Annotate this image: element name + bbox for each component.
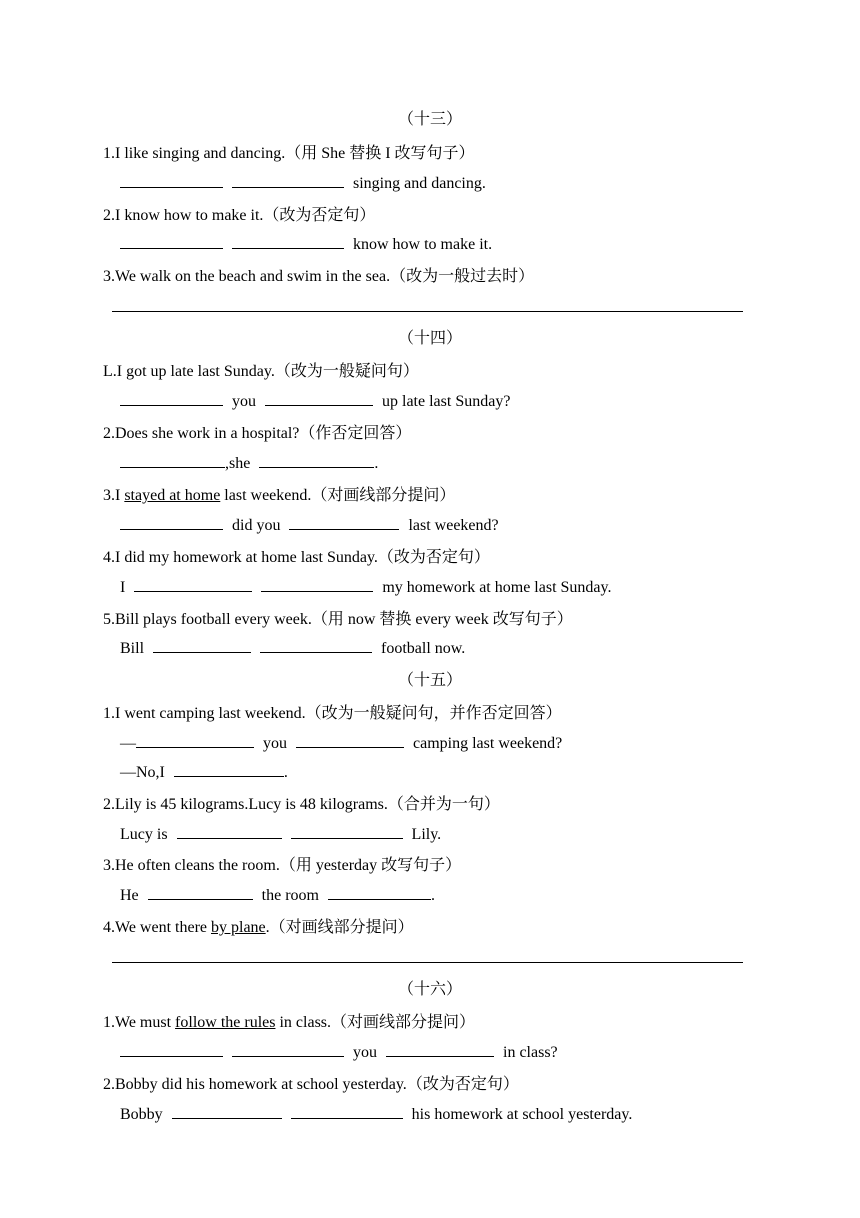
answer-mid: did you [232, 517, 281, 534]
question-text: 2.Bobby did his homework at school yesterday. [103, 1076, 407, 1093]
section-14-heading: （十四） [397, 330, 462, 347]
question-text: 3.He often cleans the room. [103, 857, 280, 874]
answer-tail: his homework at school yesterday. [411, 1106, 633, 1123]
answer-lead: I [120, 579, 126, 596]
s14-q1 [103, 358, 419, 381]
answer-blank[interactable] [265, 390, 373, 406]
answer-blank[interactable] [120, 1041, 223, 1057]
question-text-post: . [265, 919, 270, 936]
s14-q5 [103, 606, 573, 629]
answer-tail: singing and dancing. [353, 175, 486, 192]
answer-tail: in class? [503, 1044, 558, 1061]
s13-q1-answer-line [120, 172, 486, 193]
question-text-post: in class. [275, 1014, 332, 1031]
answer-blank[interactable] [134, 576, 252, 592]
answer-blank[interactable] [289, 514, 399, 530]
answer-blank[interactable] [386, 1041, 494, 1057]
s14-q3 [103, 482, 455, 505]
s16-q1-answer-line [120, 1041, 558, 1062]
answer-blank[interactable] [120, 514, 223, 530]
s16-q1 [103, 1009, 475, 1032]
s14-q5-answer-line [120, 637, 465, 658]
reply-tail: . [283, 764, 288, 781]
answer-blank[interactable] [232, 233, 344, 249]
instruction-note: （对画线部分提问） [311, 487, 456, 504]
s16-q2-answer-line [120, 1103, 632, 1124]
section-15-heading: （十五） [397, 672, 462, 689]
answer-tail: know how to make it. [353, 236, 493, 253]
s15-q3-answer-line [120, 884, 435, 905]
answer-mid: the room [261, 887, 319, 904]
answer-mid: ,she [225, 455, 251, 472]
s13-q3 [103, 263, 534, 286]
answer-blank[interactable] [148, 884, 253, 900]
answer-blank[interactable] [259, 452, 374, 468]
answer-blank[interactable] [172, 1103, 282, 1119]
answer-tail: . [430, 887, 435, 904]
instruction-note: （用 She 替换 I 改写句子） [285, 145, 475, 162]
s14-q2-answer-line [120, 452, 378, 473]
answer-blank[interactable] [136, 732, 254, 748]
answer-tail: my homework at home last Sunday. [382, 579, 612, 596]
instruction-note: （对画线部分提问） [269, 919, 414, 936]
instruction-note: （改为否定句） [406, 1076, 519, 1093]
answer-lead: Bobby [120, 1106, 163, 1123]
s15-q1 [103, 700, 562, 723]
s15-q2 [103, 791, 500, 814]
instruction-note: （对画线部分提问） [331, 1014, 476, 1031]
underlined-phrase: follow the rules [175, 1014, 276, 1031]
s14-q2 [103, 420, 411, 443]
instruction-note: （用 now 替换 every week 改写句子） [311, 611, 573, 628]
question-text-post: last weekend. [220, 487, 312, 504]
answer-tail: up late last Sunday? [382, 393, 511, 410]
answer-mid: you [263, 735, 287, 752]
instruction-note: （改为一般疑问句） [274, 363, 419, 380]
answer-blank[interactable] [296, 732, 404, 748]
instruction-note: （合并为一句） [387, 796, 500, 813]
answer-blank[interactable] [120, 172, 223, 188]
underlined-phrase: stayed at home [124, 487, 221, 504]
question-text: 4.I did my homework at home last Sunday. [103, 549, 378, 566]
s15-q2-answer-line [120, 823, 441, 844]
section-13-heading: （十三） [397, 111, 462, 128]
s15-q3 [103, 852, 461, 875]
instruction-note: （改为否定句） [263, 207, 376, 224]
question-text: 1.I went camping last weekend. [103, 705, 306, 722]
instruction-note: （作否定回答） [299, 425, 412, 442]
answer-mid: you [232, 393, 256, 410]
instruction-note: （改为一般过去时） [390, 268, 535, 285]
s14-q3-answer-line [120, 514, 499, 535]
question-text: 3.We walk on the beach and swim in the sea. [103, 268, 391, 285]
instruction-note: （用 yesterday 改写句子） [279, 857, 462, 874]
answer-lead: He [120, 887, 139, 904]
answer-blank[interactable] [120, 390, 223, 406]
answer-blank[interactable] [153, 637, 251, 653]
section-16-heading: （十六） [397, 981, 462, 998]
question-text-pre: 1.We must [103, 1014, 176, 1031]
answer-tail: Lily. [411, 826, 442, 843]
question-text: 5.Bill plays football every week. [103, 611, 312, 628]
answer-blank[interactable] [260, 637, 372, 653]
answer-blank[interactable] [328, 884, 431, 900]
question-text: L.I got up late last Sunday. [103, 363, 275, 380]
question-text: 1.I like singing and dancing. [103, 145, 286, 162]
s15-q4-answer-rule[interactable] [112, 962, 743, 963]
answer-tail: last weekend? [408, 517, 499, 534]
question-text: 2.Does she work in a hospital? [103, 425, 300, 442]
answer-blank[interactable] [232, 1041, 344, 1057]
s15-q1-answer-line [120, 732, 562, 753]
question-text-pre: 3.I [103, 487, 125, 504]
s13-q3-answer-rule[interactable] [112, 311, 743, 312]
s16-q2 [103, 1071, 519, 1094]
question-text-pre: 4.We went there [103, 919, 211, 936]
answer-tail: . [374, 455, 379, 472]
s13-q1 [103, 140, 475, 163]
answer-blank[interactable] [120, 233, 223, 249]
question-text: 2.I know how to make it. [103, 207, 264, 224]
answer-blank[interactable] [232, 172, 344, 188]
answer-tail: camping last weekend? [413, 735, 563, 752]
answer-blank[interactable] [261, 576, 373, 592]
underlined-phrase: by plane [211, 919, 266, 936]
answer-blank[interactable] [120, 452, 225, 468]
s14-q4-answer-line [120, 576, 611, 597]
answer-mid: you [353, 1044, 377, 1061]
instruction-note: （改为否定句） [377, 549, 490, 566]
s14-q4 [103, 544, 490, 567]
instruction-note: （改为一般疑问句，并作否定回答） [305, 705, 562, 722]
s13-q2-answer-line [120, 233, 492, 254]
s14-q1-answer-line [120, 390, 510, 411]
answer-dash: — [120, 735, 136, 752]
answer-blank[interactable] [291, 823, 403, 839]
s15-q1-reply-line [120, 761, 288, 782]
s15-q4 [103, 914, 414, 937]
answer-lead: Bill [120, 640, 145, 657]
answer-lead: Lucy is [120, 826, 168, 843]
answer-blank[interactable] [174, 761, 284, 777]
answer-blank[interactable] [177, 823, 282, 839]
answer-blank[interactable] [291, 1103, 403, 1119]
s13-q2 [103, 202, 375, 225]
answer-tail: football now. [381, 640, 466, 657]
reply-lead: —No,I [120, 764, 165, 781]
question-text: 2.Lily is 45 kilograms.Lucy is 48 kilograms. [103, 796, 388, 813]
